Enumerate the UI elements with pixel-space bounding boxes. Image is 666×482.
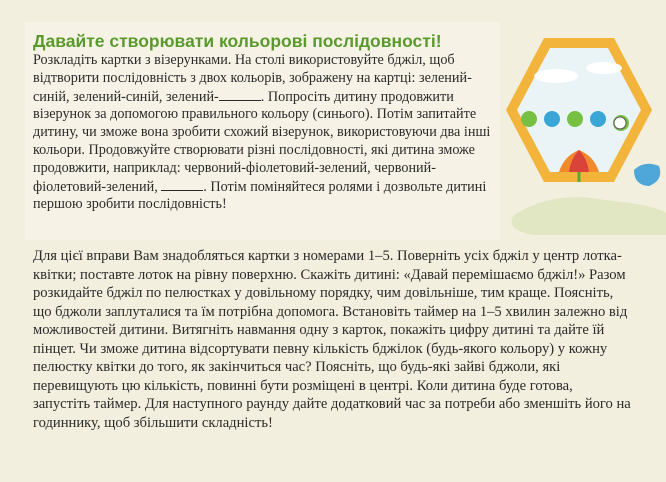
intro-text-part-1: Розкладіть картки з візерунками. На столі використовуйте бджіл, щоб відтворити послідовність з двох кольорів, зображену на картці: зелений-синій, зелений-синій, зелений-	[33, 52, 472, 105]
intro-paragraph	[33, 52, 501, 214]
fill-in-blank	[219, 88, 261, 101]
intro-text-part-2: . Попросіть дитину продовжити візерунок за допомогою правильного кольору (синього). Потім запитайте дитину, чи зможе вона зробити схожий візерунок, використовуючи два інші кольори. Продовжуйте створювати різні послідовності, які дитина зможе продовжити, наприклад: червоний-фіолетовий-зелений, червоний-фіолетовий-зелений,	[33, 88, 491, 195]
intro-text-part-3: . Потім поміняйтеся ролями і дозвольте дитині першою зробити послідовність!	[33, 178, 487, 213]
fill-in-blank	[161, 178, 203, 191]
intro-text	[33, 52, 501, 214]
hexagon-illustration	[494, 10, 666, 235]
instructions-paragraph: Для цієї вправи Вам знадобляться картки з номерами 1–5. Поверніть усіх бджіл у центр лотка-квітки; поставте лоток на рівну поверхню. Скажіть дитині: «Давай перемішаємо бджіл!» Разом розкидайте бджіл по пелюстках у довільному порядку, чим довільніше, тим краще. Поясніть, що бджоли заплуталися та їм потрібна допомога. Встановіть таймер на 1–5 хвилин залежно від можливостей дитини. Витягніть навмання одну з карток, покажіть цифру дитині та дайте їй пінцет. Чи зможе дитина відсортувати певну кількість бджілок (будь-якого кольору) у кожну пелюстку квітки до того, як закінчиться час? Поясніть, що будь-які зайві бджоли, які перевищують цю кількість, повинні бути розміщені в центрі. Коли дитина буде готова, запустіть таймер. Для наступного раунду дайте додатковий час за потреби або зменшіть його на годиннику, щоб збільшити складність!	[33, 248, 631, 431]
hexagon-bee-sequence-icon	[494, 10, 666, 235]
instructions-text	[33, 247, 633, 432]
activity-title: Давайте створювати кольорові послідовності!	[33, 31, 442, 51]
